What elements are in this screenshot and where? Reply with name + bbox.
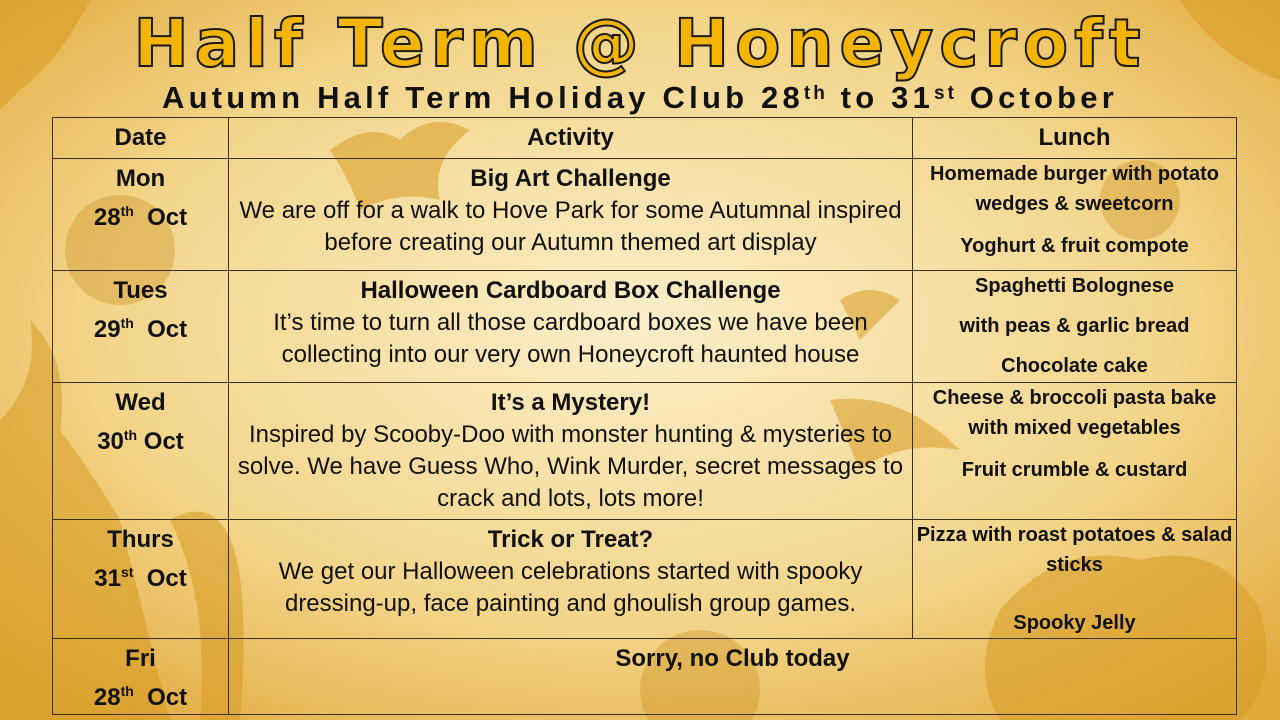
activity-text: We are off for a walk to Hove Park for some Autumnal inspired before creating our Autumn themed art display [239,197,902,256]
day-name: Thurs [107,526,174,553]
month: Oct [147,316,188,343]
lunch-side: with peas & garlic bread [959,315,1190,337]
subtitle-middle: to 31 [827,80,935,115]
date-cell [53,383,229,520]
day-number: 31 [94,565,121,592]
activity-cell [229,271,913,383]
date-cell [53,159,229,271]
lunch-dessert: Fruit crumble & custard [961,459,1188,481]
day-number: 28 [93,204,121,231]
no-club-message: Sorry, no Club today [615,645,850,672]
lunch-main: Homemade burger with potato wedges & sweetcorn [930,163,1219,215]
table-header-row [53,118,1237,159]
header-lunch: Lunch [913,118,1237,159]
date-cell [53,520,229,639]
day-suffix: th [123,427,138,443]
activity-text: Inspired by Scooby-Doo with monster hunting & mysteries to solve. We have Guess Who, Wink Murder, secret messages to crack and lots, lots more! [237,421,904,512]
lunch-cell [913,159,1237,271]
subtitle-prefix: Autumn Half Term Holiday Club 28 [161,80,804,115]
table-row [53,520,1237,639]
lunch-cell [913,520,1237,639]
day-suffix: th [120,203,134,219]
table-row [53,639,1237,715]
no-club-cell [229,639,1237,715]
subtitle-sup-end: st [934,83,957,104]
header-date: Date [53,118,229,159]
lunch-dessert: Spooky Jelly [1013,612,1136,634]
month: Oct [147,684,188,711]
day-suffix: th [120,315,134,331]
day-number: 29 [93,316,121,343]
activity-cell [229,159,913,271]
activity-title: Halloween Cardboard Box Challenge [360,277,781,304]
table-row [53,383,1237,520]
day-name: Fri [125,645,156,672]
lunch-main: Cheese & broccoli pasta bake with mixed vegetables [932,387,1217,439]
activity-text: We get our Halloween celebrations started with spooky dressing-up, face painting and ghoulish group games. [278,558,863,617]
subtitle-sup-start: th [803,83,828,104]
activity-cell [229,520,913,639]
month: Oct [146,565,187,592]
date-cell [53,639,229,715]
activity-cell [229,383,913,520]
day-name: Tues [113,277,168,304]
activity-title: It’s a Mystery! [490,389,651,416]
activity-title: Big Art Challenge [470,165,671,192]
table-row [53,159,1237,271]
table-row [53,271,1237,383]
lunch-main: Pizza with roast potatoes & salad sticks [916,524,1233,576]
lunch-dessert: Chocolate cake [1001,355,1148,377]
day-suffix: st [120,564,134,580]
lunch-dessert: Yoghurt & fruit compote [960,235,1189,257]
day-name: Mon [115,165,166,192]
lunch-cell [913,383,1237,520]
schedule-table [52,117,1237,715]
header-activity: Activity [229,118,913,159]
month: Oct [143,428,184,455]
lunch-main: Spaghetti Bolognese [975,275,1174,297]
activity-text: It’s time to turn all those cardboard boxes we have been collecting into our very own Honeycroft haunted house [273,309,868,368]
day-suffix: th [120,683,134,699]
day-number: 30 [97,428,124,455]
activity-title: Trick or Treat? [487,526,654,553]
page-title: Half Term @ Honeycroft [133,5,1147,82]
day-number: 28 [93,684,121,711]
lunch-cell [913,271,1237,383]
day-name: Wed [115,389,166,416]
date-cell [53,271,229,383]
page-subtitle [0,78,1280,118]
subtitle-suffix: October [956,80,1119,115]
month: Oct [147,204,188,231]
